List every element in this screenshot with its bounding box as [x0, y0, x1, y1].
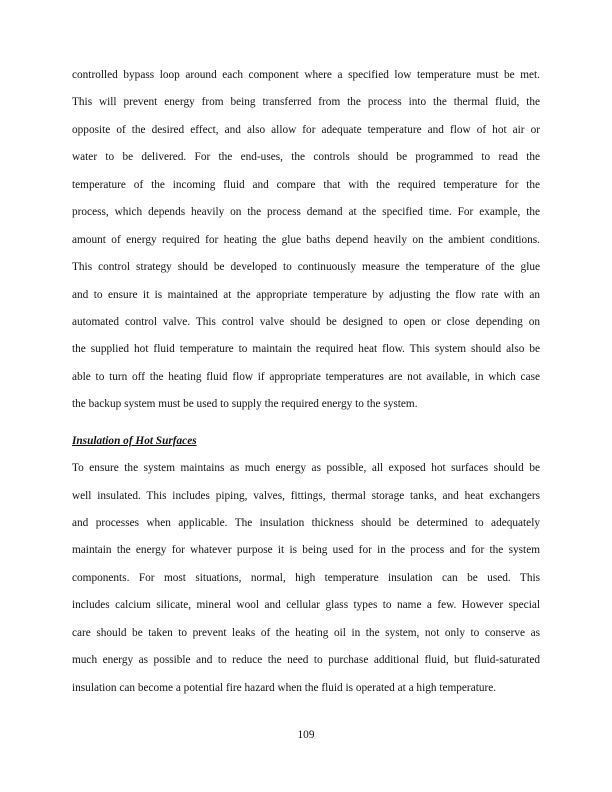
text-line: the backup system must be used to supply the required energy to the system.: [72, 398, 418, 411]
text-line: To ensure the system maintains as much energy as possible, all exposed hot surfaces should be: [72, 462, 540, 475]
text-line: temperature of the incoming fluid and compare that with the required temperature for the: [72, 178, 540, 191]
text-line: much energy as possible and to reduce the need to purchase additional fluid, but fluid-saturated: [72, 654, 540, 667]
text-line: insulation can become a potential fire hazard when the fluid is operated at a high temperature.: [72, 681, 497, 694]
text-line: components. For most situations, normal, high temperature insulation can be used. This: [72, 571, 540, 584]
page-body: [72, 62, 540, 702]
text-line: opposite of the desired effect, and also allow for adequate temperature and flow of hot air or: [72, 123, 540, 136]
text-line: amount of energy required for heating the glue baths depend heavily on the ambient conditions.: [72, 233, 540, 246]
text-line: includes calcium silicate, mineral wool and cellular glass types to name a few. However special: [72, 599, 540, 612]
text-line: well insulated. This includes piping, valves, fittings, thermal storage tanks, and heat exchangers: [72, 489, 540, 502]
text-line: care should be taken to prevent leaks of the heating oil in the system, not only to conserve as: [72, 626, 540, 639]
text-line: This will prevent energy from being transferred from the process into the thermal fluid, the: [72, 96, 540, 109]
text-line: the supplied hot fluid temperature to maintain the required heat flow. This system should also be: [72, 343, 540, 356]
text-line: able to turn off the heating fluid flow if appropriate temperatures are not available, in which case: [72, 370, 540, 383]
text-line: maintain the energy for whatever purpose it is being used for in the process and for the system: [72, 544, 540, 557]
section-heading: Insulation of Hot Surfaces: [72, 434, 197, 447]
text-line: controlled bypass loop around each component where a specified low temperature must be met.: [72, 69, 540, 81]
text-line: and to ensure it is maintained at the appropriate temperature by adjusting the flow rate with an: [72, 288, 540, 301]
page-number: 109: [297, 729, 315, 741]
text-line: automated control valve. This control valve should be designed to open or close depending on: [72, 315, 540, 328]
text-line: and processes when applicable. The insulation thickness should be determined to adequately: [72, 517, 540, 530]
text-line: This control strategy should be developed to continuously measure the temperature of the glue: [72, 261, 540, 274]
body-paragraph: [72, 455, 540, 702]
text-line: water to be delivered. For the end-uses, the controls should be programmed to read the: [72, 151, 540, 164]
text-line: process, which depends heavily on the process demand at the specified time. For example, the: [72, 206, 540, 219]
body-paragraph: [72, 62, 540, 419]
